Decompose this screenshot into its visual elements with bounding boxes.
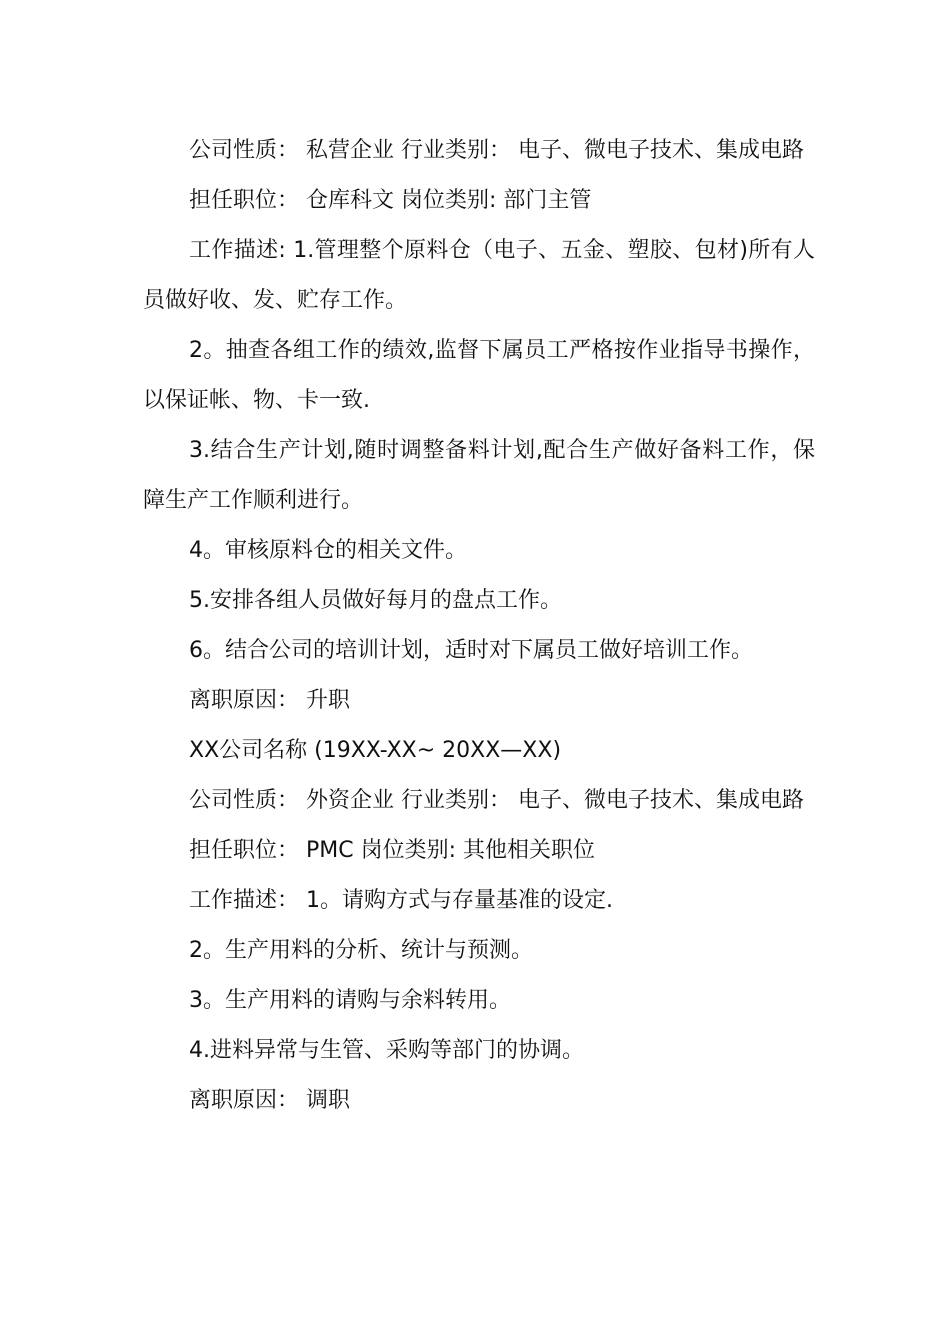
paragraph-leave-reason-1: 离职原因： 升职 (189, 688, 350, 713)
paragraph-leave-reason-2: 离职原因： 调职 (189, 1088, 350, 1113)
paragraph-duty-6: 6。结合公司的培训计划，适时对下属员工做好培训工作。 (189, 638, 753, 663)
document-body (143, 126, 815, 1126)
paragraph-duty-2: 2。抽查各组工作的绩效,监督下属员工严格按作业指导书操作，以保证帐、物、卡一致. (143, 338, 815, 413)
paragraph-duty-2-4: 4.进料异常与生管、采购等部门的协调。 (189, 1038, 584, 1063)
paragraph-job-description-2: 工作描述： 1。请购方式与存量基准的设定. (189, 888, 613, 913)
paragraph-duty-4: 4。审核原料仓的相关文件。 (189, 538, 467, 563)
paragraph-company-nature-1: 公司性质： 私营企业 行业类别： 电子、微电子技术、集成电路 (189, 138, 804, 163)
paragraph-company-name-2: XX公司名称 (19XX-XX~ 20XX—XX) (189, 738, 562, 763)
paragraph-position-2: 担任职位： PMC 岗位类别: 其他相关职位 (189, 838, 596, 863)
paragraph-duty-2-3: 3。生产用料的请购与余料转用。 (189, 988, 511, 1013)
paragraph-duty-5: 5.安排各组人员做好每月的盘点工作。 (189, 588, 562, 613)
paragraph-position-1: 担任职位： 仓库科文 岗位类别: 部门主管 (189, 188, 592, 213)
paragraph-company-nature-2: 公司性质： 外资企业 行业类别： 电子、微电子技术、集成电路 (189, 788, 804, 813)
paragraph-job-description-1: 工作描述: 1.管理整个原料仓（电子、五金、塑胶、包材)所有人员做好收、发、贮存工作。 (143, 238, 815, 313)
paragraph-duty-3: 3.结合生产计划,随时调整备料计划,配合生产做好备料工作，保障生产工作顺利进行。 (143, 438, 815, 513)
paragraph-duty-2-2: 2。生产用料的分析、统计与预测。 (189, 938, 533, 963)
